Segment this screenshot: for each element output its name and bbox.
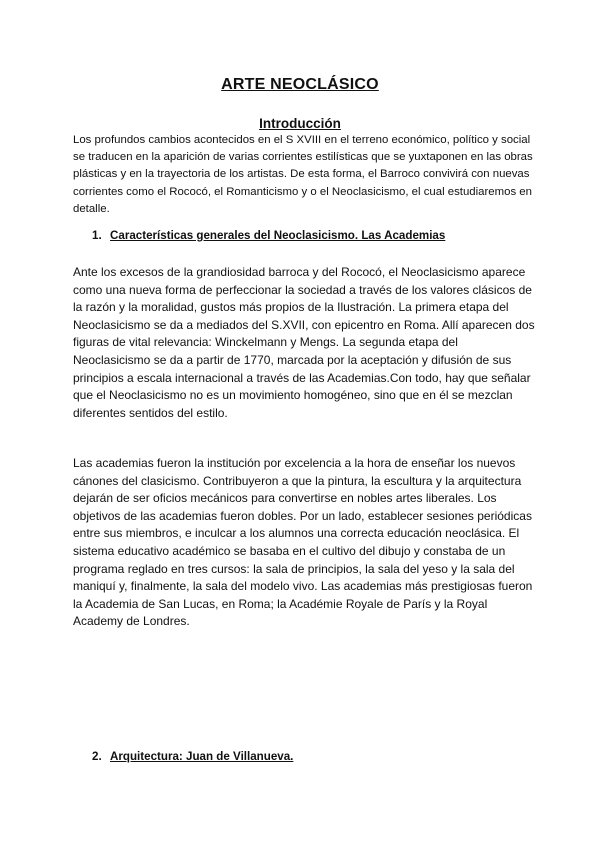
section-1-paragraph-2: Las academias fueron la institución por excelencia a la hora de enseñar los nuevos cánones del clasicismo. Contribuyeron a que la pintura, la escultura y la arquitectura dejarán de ser oficios mecánicos para convertirse en nobles artes liberales. Los objetivos de las academias fueron dobles. Por un lado, establecer sesiones periódicas entre sus miembros, e inculcar a los alumnos una correcta educación neoclásica. El sistema educativo académico se basaba en el cultivo del dibujo y constaba de un programa reglado en tres cursos: la sala de principios, la sala del yeso y la sala del maniquí y, finalmente, la sala del modelo vivo. Las academias más prestigiosas fueron la Academia de San Lucas, en Roma; la Académie Royale de París y la Royal Academy de Londres. bbox=[73, 456, 533, 629]
section-heading-text: Arquitectura: Juan de Villanueva. bbox=[110, 750, 294, 763]
intro-paragraph: Los profundos cambios acontecidos en el S XVIII en el terreno económico, político y social se traducen en la aparición de varias corrientes estilísticas que se yuxtaponen en las obras plásticas y en la trayectoria de los artistas. De esta forma, el Barroco convivirá con nuevas corrientes como el Rococó, el Romanticismo y o el Neoclasicismo, el cual estudiaremos en detalle. bbox=[73, 134, 533, 215]
intro-heading: Introducción bbox=[259, 116, 341, 131]
section-number: 1. bbox=[92, 229, 102, 242]
section-1-paragraph-1: Ante los excesos de la grandiosidad barroca y del Rococó, el Neoclasicismo aparece como una nueva forma de perfeccionar la sociedad a través de los valores clásicos de la razón y la moralidad, gustos más propios de la Ilustración. La primera etapa del Neoclasicismo se da a mediados del S.XVII, con epicentro en Roma. Allí aparecen dos figuras de vital relevancia: Winckelmann y Mengs. La segunda etapa del Neoclasicismo se da a partir de 1770, marcada por la aceptación y difusión de sus principios a escala internacional a través de las Academias.Con todo, hay que señalar que el Neoclasicismo no es un movimiento homogéneo, sino que en él se mezclan diferentes sentidos del estilo. bbox=[73, 265, 535, 420]
document-title: ARTE NEOCLÁSICO bbox=[221, 76, 379, 93]
section-heading-1 bbox=[92, 229, 445, 242]
section-heading-text: Características generales del Neoclasicismo. Las Academias bbox=[110, 229, 446, 242]
section-heading-2 bbox=[92, 750, 293, 763]
section-number: 2. bbox=[92, 750, 102, 763]
